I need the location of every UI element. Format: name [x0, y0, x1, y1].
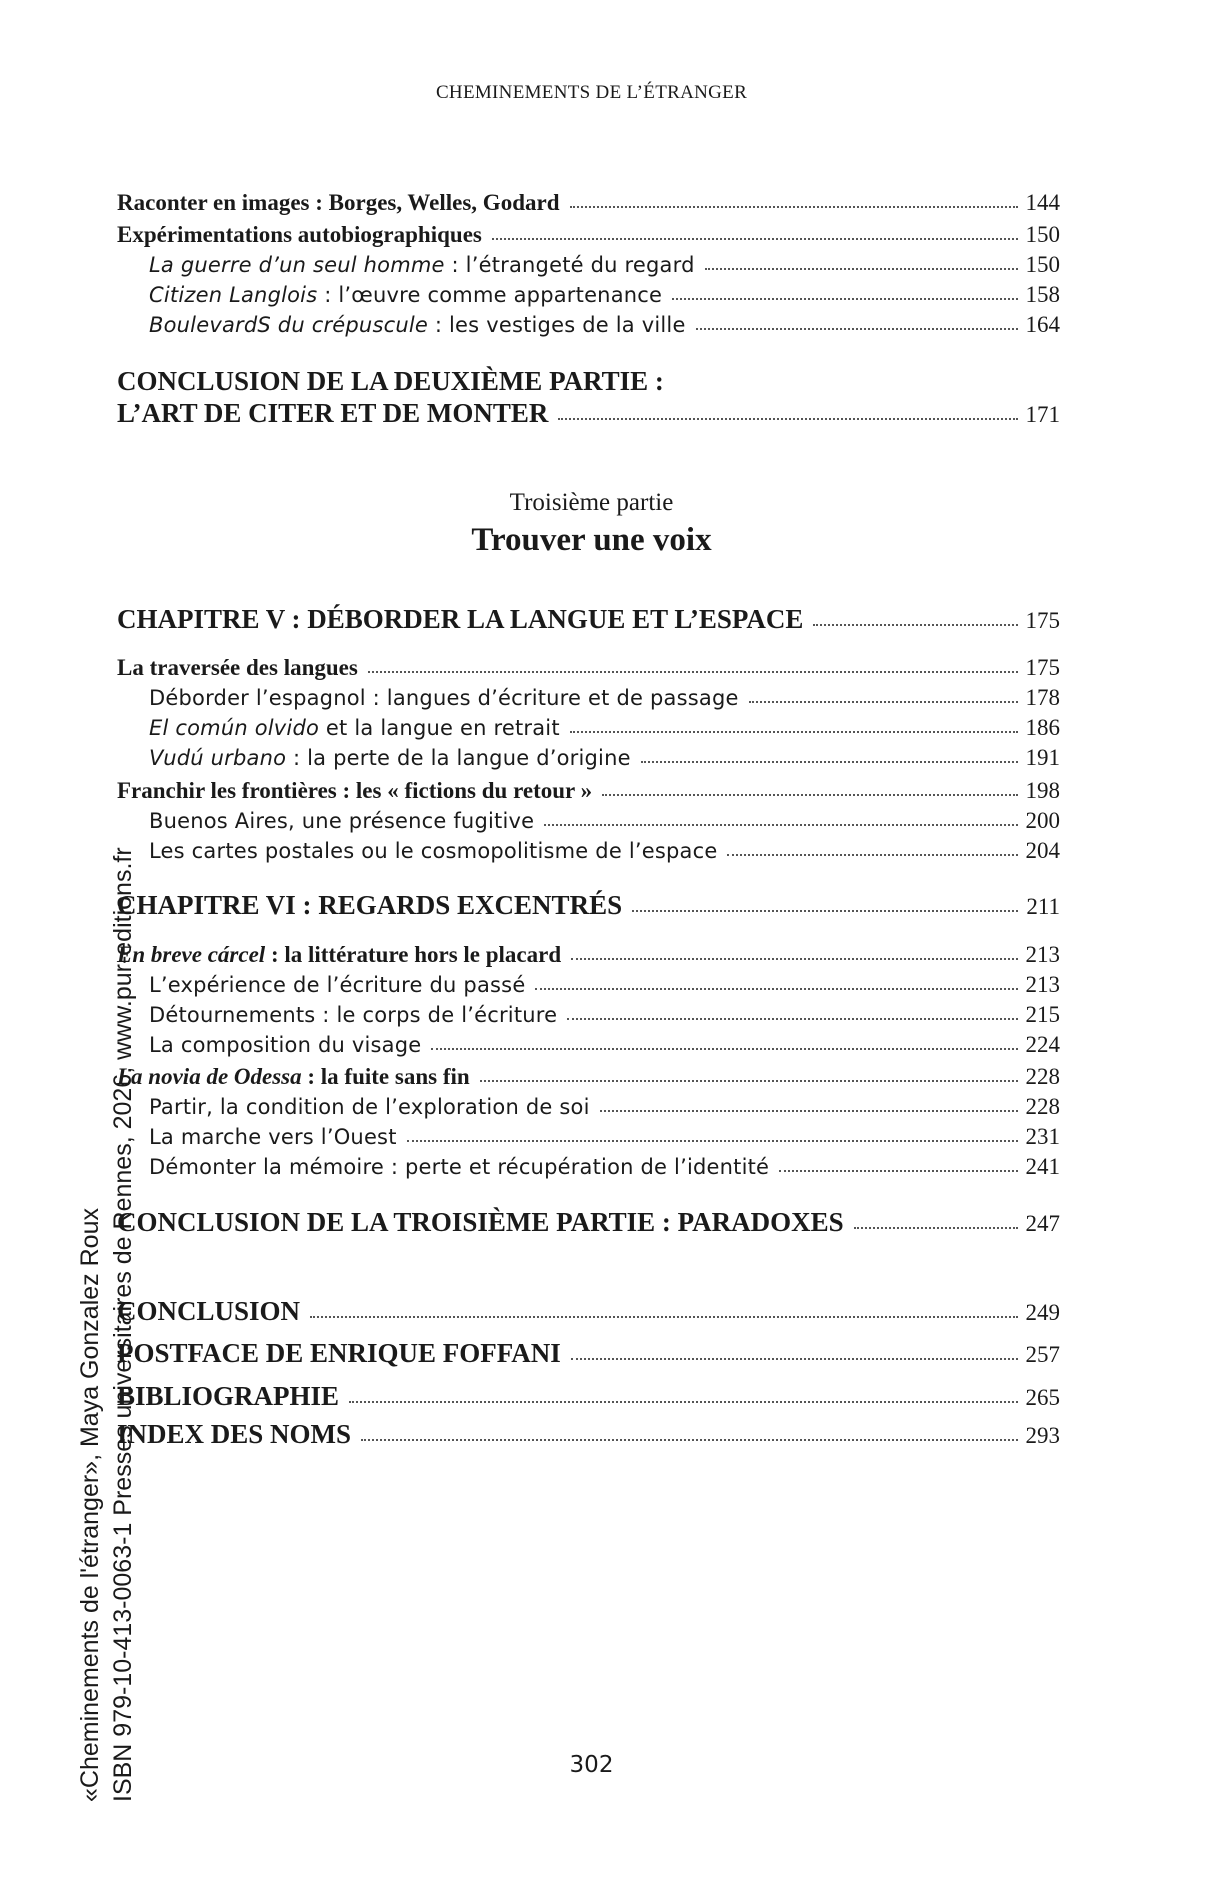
toc-entry-page: 178 — [1025, 685, 1060, 710]
toc-entry[interactable] — [117, 1207, 1060, 1238]
toc-entry-page: 150 — [1025, 252, 1060, 277]
toc-entry[interactable] — [117, 190, 1060, 216]
toc-entry[interactable] — [117, 890, 1060, 921]
toc-entry-page: 213 — [1025, 972, 1060, 997]
toc-entry-title: CONCLUSION DE LA TROISIÈME PARTIE : PARADOXES — [117, 1207, 844, 1237]
toc-entry[interactable] — [149, 1032, 1060, 1058]
dot-leader — [813, 622, 1017, 626]
toc-entry-page: 215 — [1025, 1002, 1060, 1027]
toc-entry-page: 198 — [1025, 778, 1060, 803]
toc-entry-page: 158 — [1025, 282, 1060, 307]
toc-entry[interactable] — [117, 942, 1060, 968]
dot-leader — [535, 986, 1017, 990]
toc-entry-title: L’expérience de l’écriture du passé — [149, 973, 526, 997]
toc-entry-page: 164 — [1025, 312, 1060, 337]
toc-entry-page: 257 — [1025, 1342, 1060, 1367]
toc-entry-page: 247 — [1025, 1211, 1060, 1236]
dot-leader — [492, 236, 1018, 240]
dot-leader — [310, 1314, 1017, 1318]
toc-entry[interactable] — [117, 604, 1060, 635]
dot-leader — [854, 1225, 1018, 1229]
side-note-line-1: «Cheminements de l'étranger», Maya Gonzalez Roux — [76, 1208, 104, 1802]
dot-leader — [480, 1078, 1018, 1082]
toc-entry[interactable] — [117, 1419, 1060, 1450]
page-number: 302 — [569, 1752, 614, 1778]
toc-entry-title: Vudú urbano : la perte de la langue d’origine — [149, 746, 631, 770]
toc-entry[interactable] — [149, 808, 1060, 834]
toc-entry-page: 265 — [1025, 1385, 1060, 1410]
toc-entry[interactable] — [149, 252, 1060, 278]
toc-entry-title: La marche vers l’Ouest — [149, 1125, 397, 1149]
dot-leader — [567, 1016, 1017, 1020]
dot-leader — [368, 669, 1018, 673]
toc-entry-title: L’ART DE CITER ET DE MONTER — [117, 398, 549, 428]
toc-entry-title: Franchir les frontières : les « fictions du retour » — [117, 778, 593, 803]
toc-entry-title: BIBLIOGRAPHIE — [117, 1381, 340, 1411]
toc-entry-page: 231 — [1025, 1124, 1060, 1149]
toc-entry[interactable] — [149, 838, 1060, 864]
dot-leader — [672, 296, 1017, 300]
dot-leader — [571, 956, 1017, 960]
dot-leader — [570, 729, 1018, 733]
dot-leader — [349, 1399, 1017, 1403]
toc-entry[interactable] — [117, 778, 1060, 804]
toc-entry[interactable] — [117, 1338, 1060, 1369]
part-title: Trouver une voix — [471, 522, 712, 558]
running-head: CHEMINEMENTS DE L’ÉTRANGER — [435, 82, 748, 103]
toc-entry[interactable] — [149, 1124, 1060, 1150]
toc-entry-title: CHAPITRE VI : REGARDS EXCENTRÉS — [117, 890, 623, 920]
toc-entry-title: Raconter en images : Borges, Welles, Godard — [117, 190, 560, 215]
toc-entry-title: La novia de Odessa : la fuite sans fin — [117, 1064, 470, 1089]
toc-entry-title: Citizen Langlois : l’œuvre comme appartenance — [149, 283, 663, 307]
toc-entry-title: POSTFACE DE ENRIQUE FOFFANI — [117, 1338, 561, 1368]
toc-entry-page: 228 — [1025, 1094, 1060, 1119]
toc-entry-page: 191 — [1025, 745, 1060, 770]
toc-entry-page: 171 — [1025, 402, 1060, 427]
toc-entry-title: BoulevardS du crépuscule : les vestiges de la ville — [149, 313, 686, 337]
toc-entry-title: En breve cárcel : la littérature hors le placard — [117, 942, 562, 967]
toc-entry[interactable] — [117, 1064, 1060, 1090]
toc-entry[interactable] — [149, 1002, 1060, 1028]
dot-leader — [361, 1437, 1017, 1441]
toc-entry[interactable] — [149, 282, 1060, 308]
toc-entry-title: La composition du visage — [149, 1033, 422, 1057]
toc-entry[interactable] — [149, 972, 1060, 998]
toc-entry-page: 224 — [1025, 1032, 1060, 1057]
dot-leader — [727, 852, 1017, 856]
toc-entry-page: 249 — [1025, 1300, 1060, 1325]
dot-leader — [570, 204, 1018, 208]
dot-leader — [779, 1168, 1017, 1172]
toc-entry-page: 200 — [1025, 808, 1060, 833]
toc-entry[interactable] — [117, 1381, 1060, 1412]
toc-entry-title: La guerre d’un seul homme : l’étrangeté du regard — [149, 253, 695, 277]
dot-leader — [602, 792, 1017, 796]
dot-leader — [407, 1138, 1018, 1142]
dot-leader — [705, 266, 1018, 270]
toc-entry[interactable] — [117, 1296, 1060, 1327]
toc-entry-page: 293 — [1025, 1423, 1060, 1448]
toc-entry-page: 144 — [1025, 190, 1060, 215]
toc-entry-page: 150 — [1025, 222, 1060, 247]
dot-leader — [696, 326, 1018, 330]
toc-entry[interactable] — [149, 1154, 1060, 1180]
toc-entry[interactable] — [117, 398, 1060, 429]
toc-entry[interactable] — [117, 222, 1060, 248]
toc-entry-title: La traversée des langues — [117, 655, 358, 680]
toc-entry-page: 175 — [1025, 655, 1060, 680]
toc-entry-title: Déborder l’espagnol : langues d’écriture et de passage — [149, 686, 739, 710]
toc-entry[interactable] — [149, 715, 1060, 741]
toc-entry[interactable] — [149, 312, 1060, 338]
toc-entry[interactable] — [149, 745, 1060, 771]
toc-entry-page: 228 — [1025, 1064, 1060, 1089]
part-label: Troisième partie — [509, 489, 674, 516]
toc-entry-title: CHAPITRE V : DÉBORDER LA LANGUE ET L’ESPACE — [117, 604, 804, 634]
dot-leader — [600, 1108, 1018, 1112]
toc-entry-title: Expérimentations autobiographiques — [117, 222, 482, 247]
toc-entry-title: Partir, la condition de l’exploration de soi — [149, 1095, 590, 1119]
toc-entry-title: Les cartes postales ou le cosmopolitisme de l’espace — [149, 839, 718, 863]
toc-entry-title: Détournements : le corps de l’écriture — [149, 1003, 558, 1027]
dot-leader — [544, 822, 1017, 826]
toc-entry-title: El común olvido et la langue en retrait — [149, 716, 560, 740]
toc-entry-title: CONCLUSION — [117, 1296, 301, 1326]
toc-entry-page: 175 — [1025, 608, 1060, 633]
dot-leader — [632, 908, 1018, 912]
toc-entry-title: INDEX DES NOMS — [117, 1419, 352, 1449]
toc-entry[interactable] — [149, 1094, 1060, 1120]
toc-entry-page: 211 — [1026, 894, 1060, 919]
dot-leader — [749, 699, 1018, 703]
toc-entry[interactable] — [149, 685, 1060, 711]
toc-entry-page: 213 — [1025, 942, 1060, 967]
dot-leader — [558, 416, 1017, 420]
toc-entry-title: Démonter la mémoire : perte et récupération de l’identité — [149, 1155, 770, 1179]
toc-entry[interactable] — [117, 655, 1060, 681]
toc-entry-page: 186 — [1025, 715, 1060, 740]
toc-entry-page: 241 — [1025, 1154, 1060, 1179]
dot-leader — [431, 1046, 1017, 1050]
toc-conclusion-part2-line1: CONCLUSION DE LA DEUXIÈME PARTIE : — [117, 366, 664, 396]
dot-leader — [641, 759, 1018, 763]
side-note-line-2: ISBN 979-10-413-0063-1 Presses universitaires de Rennes, 2026, www.pur-editions.fr — [109, 847, 137, 1802]
toc-entry-page: 204 — [1025, 838, 1060, 863]
dot-leader — [571, 1356, 1018, 1360]
toc-entry-title: Buenos Aires, une présence fugitive — [149, 809, 535, 833]
